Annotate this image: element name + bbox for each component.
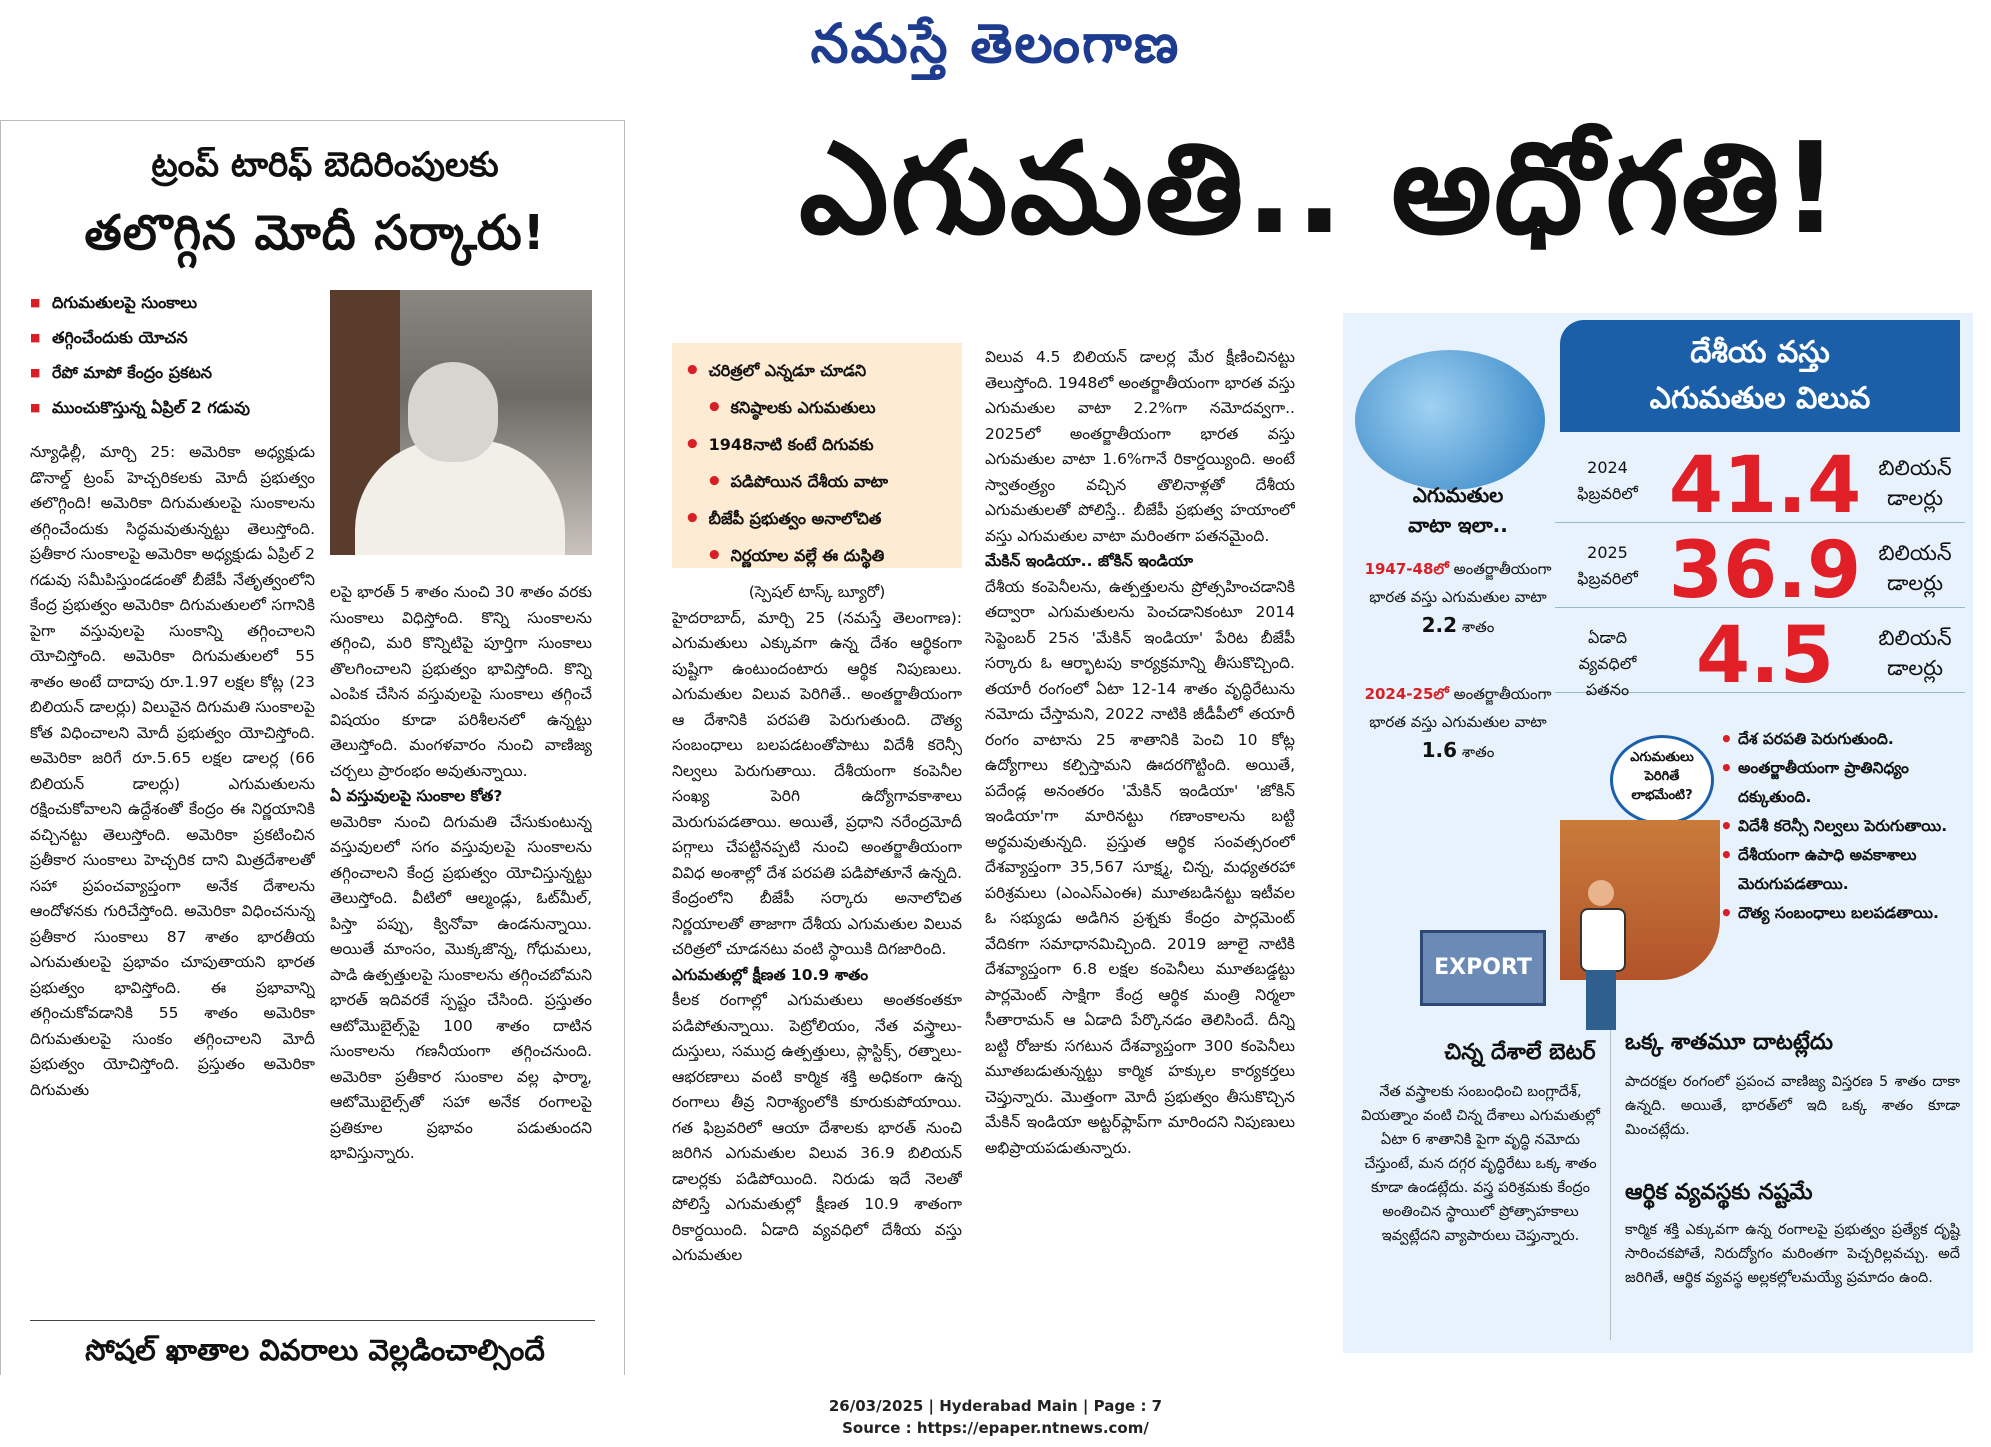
stat-value: 4.5 xyxy=(1695,611,1835,701)
highlight-item: • నిర్ణయాల వల్లే ఈ దుస్థితి xyxy=(684,536,952,573)
main-column-1 xyxy=(672,580,962,1360)
column-divider xyxy=(624,120,625,1375)
left-headline: తలొగ్గిన మోదీ సర్కారు! xyxy=(84,205,546,261)
subheading: ఎగుమతుల్లో క్షీణత 10.9 శాతం xyxy=(672,965,869,984)
footer-date-page: 26/03/2025 | Hyderabad Main | Page : 7 xyxy=(828,1397,1163,1415)
infographic-title: దేశీయ వస్తు ఎగుమతుల విలువ xyxy=(1560,320,1960,432)
page-footer xyxy=(0,1395,1991,1439)
top-rule xyxy=(0,120,624,121)
worker-illustration xyxy=(1580,880,1620,1030)
subheading: మేకిన్ ఇండియా.. జోకిన్ ఇండియా xyxy=(985,552,1193,570)
stat-value: 36.9 xyxy=(1668,526,1862,616)
highlight-item: • పడిపోయిన దేశీయ వాటా xyxy=(684,462,952,499)
highlight-item: • చరిత్రలో ఎన్నడూ చూడని xyxy=(684,351,952,388)
article-text: హైదరాబాద్, మార్చి 25 (నమస్తే తెలంగాణ): ఎగుమతులు ఎక్కువగా ఉన్న దేశం ఆర్థికంగా పుష్టిగా ఉంటుందంటారు ఆర్థిక నిపుణులు. ఎగుమతుల విలువ పెరిగితే.. అంతర్జాతీయంగా ఆ దేశానికి పరపతి పెరుగుతుంది. దౌత్య సంబంధాలు బలపడటంతోపాటు విదేశీ కరెన్సీ నిల్వలు పెరుగుతాయి. దేశీయంగా కంపెనీల సంఖ్య పెరిగి ఉద్యోగావకాశాలు మెరుగుపడతాయి. అయితే, ప్రధాని నరేంద్రమోదీ పగ్గాలు చేపట్టినప్పటి నుంచి అంతర్జాతీయంగా వివిధ అంశాల్లో దేశ పరపతి పడిపోతూనే ఉన్నది. కేంద్రంలోని బీజేపీ సర్కారు అనాలోచిత నిర్ణయాలతో తాజాగా దేశీయ ఎగుమతుల విలువ చరిత్రలో చూడనటు వంటి స్థాయికి దిగజారింది. xyxy=(672,608,962,958)
main-headline: ఎగుమతి.. అధోగతి! xyxy=(799,115,1841,262)
share-title: ఎగుమతుల వాటా ఇలా.. xyxy=(1408,483,1508,537)
benefit-item: • విదేశీ కరెన్సీ నిల్వలు పెరుగుతాయి. xyxy=(1720,812,1970,841)
article-text: విలువ 4.5 బిలియన్ డాలర్ల మేర క్షీణించినట్టు తెలుస్తోంది. 1948లో అంతర్జాతీయంగా భారత వస్తు ఎగుమతుల వాటా 2.2%గా నమోదవ్వగా.. 2025లో అంతర్జాతీయంగా భారత వస్తు ఎగుమతుల వాటా 1.6%గానే రికార్డయ్యింది. అంటే స్వాతంత్ర్యం వచ్చిన తొలినాళ్లతో దేశీయ ఎగుమతులతో పోలిస్తే.. బీజేపీ ప్రభుత్వ హయాంలో వస్తు ఎగుమతుల వాటా మరింతగా పతనమైంది. xyxy=(985,348,1295,545)
article-text: కీలక రంగాల్లో ఎగుమతులు అంతకంతకూ పడిపోతున్నాయి. పెట్రోలియం, నేత వస్త్రాలు-దుస్తులు, సముద్ర ఉత్పత్తులు, ప్లాస్టిక్స్, రత్నాలు-ఆభరణాలు వంటి కార్మిక శక్తి అధికంగా ఉన్న రంగాలు తీవ్ర నిరాశ్యంలోకి కూరుకుపోయాయి. గత ఫిబ్రవరిలో ఆయా దేశాలకు భారత్ నుంచి జరిగిన ఎగుమతుల విలువ 36.9 బిలియన్ డాలర్లకు పడిపోయింది. నిరుడు ఇదే నెలతో పోలిస్తే ఎగుమతుల్లో క్షీణత 10.9 శాతంగా రికార్డయింది. ఏడాది వ్యవధిలో దేశీయ వస్తు ఎగుమతుల xyxy=(672,991,962,1264)
share-stat-1947: 1947-48లో అంతర్జాతీయంగా భారత వస్తు ఎగుమతుల వాటా 2.2 శాతం xyxy=(1364,560,1552,637)
highlight-item: • బీజేపీ ప్రభుత్వం అనాలోచిత xyxy=(684,499,952,536)
main-column-2 xyxy=(985,345,1295,1360)
subheading: ఏ వస్తువులపై సుంకాల కోత? xyxy=(330,787,503,805)
highlight-item: • కనిష్ఠాలకు ఎగుమతులు xyxy=(684,388,952,425)
globe-illustration xyxy=(1355,350,1545,490)
sidebar-heading: ఆర్థిక వ్యవస్థకు నష్టమే xyxy=(1625,1180,1813,1205)
sidebar-heading: ఒక్క శాతమూ దాటట్లేదు xyxy=(1625,1030,1833,1055)
bullet-item: ■ దిగుమతులపై సుంకాలు xyxy=(30,285,325,320)
benefit-item: • దౌత్య సంబంధాలు బలపడతాయి. xyxy=(1720,899,1970,928)
article-text: లపై భారత్ 5 శాతం నుంచి 30 శాతం వరకు సుంకాలు విధిస్తోంది. కొన్ని సుంకాలను తగ్గించి, మరి కొన్నిటిపై పూర్తిగా సుంకాలు తొలగించాలని ప్రభుత్వం భావిస్తోంది. కొన్ని ఎంపిక చేసిన వస్తువులపై సుంకాలు తగ్గించే విషయం కూడా పరిశీలనలో ఉన్నట్టు తెలుస్తోంది. మంగళవారం నుంచి వాణిజ్య చర్చలు ప్రారంభం అవుతున్నాయి. xyxy=(330,583,592,780)
left-kicker: ట్రంప్ టారిఫ్ బెదిరింపులకు xyxy=(151,145,499,185)
highlight-item: • 1948నాటి కంటే దిగువకు xyxy=(684,425,952,462)
left-column-1 xyxy=(30,440,315,1310)
bullet-item: ■ ముంచుకొస్తున్న ఏప్రిల్ 2 గడువు xyxy=(30,390,325,425)
sidebar-text: నేత వస్త్రాలకు సంబంధించి బంగ్లాదేశ్, వియత్నాం వంటి చిన్న దేశాలు ఎగుమతుల్లో ఏటా 6 శాతానికి పైగా వృద్ధి నమోదు చేస్తుంటే, మన దగ్గర వృద్ధిరేటు ఒక్క శాతం కూడా ఉండట్లేదు. వస్త్ర పరిశ్రమకు కేంద్రం అంతించిన స్థాయిలో ప్రోత్సాహకాలు ఇవ్వట్లేదని వ్యాపారులు చెప్తున్నారు. xyxy=(1361,1084,1600,1244)
benefit-item: • దేశ పరపతి పెరుగుతుంది. xyxy=(1720,725,1970,754)
sidebar-text: పాదరక్షల రంగంలో ప్రపంచ వాణిజ్య విస్తరణ 5 శాతం దాకా ఉన్నది. అయితే, భారత్‌లో ఇది ఒక్క శాతం కూడా మించట్లేదు. xyxy=(1625,1074,1960,1138)
modi-photo xyxy=(330,290,592,555)
divider xyxy=(1610,1030,1611,1340)
benefit-item: • దేశీయంగా ఉపాధి అవకాశాలు మెరుగుపడతాయి. xyxy=(1720,841,1970,899)
export-crate: EXPORT xyxy=(1420,930,1546,1006)
left-bullets xyxy=(30,285,325,425)
sidebar-heading: చిన్న దేశాలే బెటర్ xyxy=(1444,1040,1596,1065)
left-border xyxy=(0,120,1,1375)
benefits-list xyxy=(1720,725,1970,928)
benefit-item: • అంతర్జాతీయంగా ప్రాతినిధ్యం దక్కుతుంది. xyxy=(1720,754,1970,812)
stat-value: 41.4 xyxy=(1668,441,1862,531)
bullet-item: ■ తగ్గించేందుకు యోచన xyxy=(30,320,325,355)
stat-row: ఏడాది వ్యవధిలో పతనం 4.5 బిలియన్ డాలర్లు xyxy=(1555,615,1965,693)
byline: (స్పెషల్ టాస్క్ బ్యూరో) xyxy=(748,583,886,601)
divider xyxy=(30,1320,595,1321)
share-stat-2024: 2024-25లో అంతర్జాతీయంగా భారత వస్తు ఎగుమతుల వాటా 1.6 శాతం xyxy=(1364,685,1552,762)
question-bubble: ఎగుమతులు పెరిగితే లాభమేంటి? xyxy=(1610,735,1714,825)
masthead-logo: నమస్తే తెలంగాణ xyxy=(810,12,1181,75)
highlights-box xyxy=(672,343,962,568)
sidebar-text: కార్మిక శక్తి ఎక్కువగా ఉన్న రంగాలపై ప్రభుత్వం ప్రత్యేక దృష్టి సారించకపోతే, నిరుద్యోగం మరింతగా పెచ్చరిల్లవచ్చు. అదే జరిగితే, ఆర్థిక వ్యవస్థ అల్లకల్లోలమయ్యే ప్రమాదం ఉంది. xyxy=(1625,1222,1960,1286)
stat-row: 2025 ఫిబ్రవరిలో 36.9 బిలియన్ డాలర్లు xyxy=(1555,530,1965,608)
stat-row: 2024 ఫిబ్రవరిలో 41.4 బిలియన్ డాలర్లు xyxy=(1555,445,1965,523)
left-column-2 xyxy=(330,580,592,1315)
bullet-item: ■ రేపో మాపో కేంద్రం ప్రకటన xyxy=(30,355,325,390)
article-text: న్యూఢిల్లీ, మార్చి 25: అమెరికా అధ్యక్షుడు డొనాల్డ్ ట్రంప్ హెచ్చరికలకు మోదీ ప్రభుత్వం తలొగ్గింది! అమెరికా దిగుమతులపై సుంకాలను తగ్గించేందుకు సిద్ధమవుతున్నట్టు తెలుస్తోంది. ప్రతీకార సుంకాలపై అమెరికా అధ్యక్షుడు ఏప్రిల్ 2 గడువు సమీపిస్తుండడంతో బీజేపీ నేతృత్వంలోని కేంద్ర ప్రభుత్వం అమెరికా దిగుమతులలో సగానికి పైగా వస్తువులపై సుంకాన్ని తగ్గించాలని యోచిస్తోంది. అమెరికా దిగుమతులలో 55 శాతం అంటే దాదాపు రూ.1.97 లక్షల కోట్ల (23 బిలియన్ డాలర్లు) విలువైన దిగుమతి సుంకాలపై కోత విధించాలని మోదీ ప్రభుత్వం యోచిస్తోంది. అమెరికా జరిగే రూ.5.65 లక్షల డాలర్ల (66 బిలియన్ డాలర్లు) ఎగుమతులను రక్షించుకోవాలని ఉద్దేశంతో కేంద్రం ఈ నిర్ణయానికి వచ్చినట్టు తెలుస్తోంది. అమెరికా ప్రకటించిన ప్రతీకార సుంకాలు హెచ్చరిక దాని మిత్రదేశాలతో సహా ప్రపంచవ్యాప్తంగా అనేక దేశాలను ఆందోళనకు గురిచేస్తోంది. అమెరికా విధించనున్న ప్రతీకార సుంకాలు 87 శాతం భారతీయ ఎగుమతులపై ప్రభావం చూపుతాయని భారత ప్రభుత్వం భావిస్తోంది. ఈ ప్రభావాన్ని తగ్గించుకోవడానికి 55 శాతం అమెరికా దిగుమతులపై సుంకం తగ్గించాలని మోదీ ప్రభుత్వం యోచిస్తోంది. ప్రస్తుతం అమెరికా దిగుమతు xyxy=(30,443,315,1099)
article-text: అమెరికా నుంచి దిగుమతి చేసుకుంటున్న వస్తువులలో సగం వస్తువులపై సుంకాలను తగ్గించాలని కేంద్ర ప్రభుత్వం యోచిస్తున్నట్టు తెలుస్తోంది. వీటిలో ఆల్మండ్లు, ఓట్‌మీల్, పిస్తా పప్పు, క్వినోవా ఉండనున్నాయి. అయితే మాంసం, మొక్కజొన్న, గోధుమలు, పాడి ఉత్పత్తులపై సుంకాలను తగ్గించబోమని భారత్ ఇదివరకే స్పష్టం చేసింది. ప్రస్తుతం ఆటోమొబైల్స్‌పై 100 శాతం దాటిన సుంకాలను గణనీయంగా తగ్గించనుంది. అమెరికా ప్రతీకార సుంకాల వల్ల ఫార్మా, ఆటోమొబైల్స్‌తో సహా అనేక రంగాలపై ప్రతికూల ప్రభావం పడుతుందని భావిస్తున్నారు. xyxy=(330,812,592,1162)
footer-source: Source : https://epaper.ntnews.com/ xyxy=(842,1419,1149,1437)
bottom-headline: సోషల్ ఖాతాల వివరాలు వెల్లడించాల్సిందే xyxy=(85,1333,545,1367)
article-text: దేశీయ కంపెనీలను, ఉత్పత్తులను ప్రోత్సహించడానికి తద్వారా ఎగుమతులను పెంచడానికంటూ 2014 సెప్టెంబర్ 25న 'మేకిన్ ఇండియా' పేరిట బీజేపీ సర్కారు ఓ ఆర్భాటపు కార్యక్రమాన్ని తీసుకొచ్చింది. తయారీ రంగంలో ఏటా 12-14 శాతం వృద్ధిరేటును నమోదు చేస్తామని, 2022 నాటికి జీడీపీలో తయారీ రంగం వాటాను 25 శాతానికి పెంచి 10 కోట్ల ఉద్యోగాలు కల్పిస్తామని ఊదరగొట్టింది. అయితే, పదేండ్ల అనంతరం 'మేకిన్ ఇండియా' 'జోకిన్ ఇండియా'గా మారినట్టు గణాంకాలను బట్టి అర్థమవుతున్నది. ప్రస్తుత ఆర్థిక సంవత్సరంలో దేశవ్యాప్తంగా 35,567 సూక్ష్మ, చిన్న, మధ్యతరహా పరిశ్రమలు (ఎంఎస్ఎంఈ) మూతబడినట్టు ఇటీవల ఓ సభ్యుడు అడిగిన ప్రశ్నకు కేంద్రం పార్లమెంట్ వేదికగా సమాధానమిచ్చింది. 2019 జూలై నాటికి దేశవ్యాప్తంగా 6.8 లక్షల కంపెనీలు మూతబడ్డట్టు పార్లమెంట్ సాక్షిగా కేంద్ర ఆర్థిక మంత్రి నిర్మలా సీతారామన్ ఆ ఏడాది పేర్కొనడం తెలిసిందే. దీన్ని బట్టి రోజుకు సగటున దేశవ్యాప్తంగా 300 కంపెనీలు మూతబడుతున్నట్టు కార్మిక హక్కుల కార్యకర్తలు చెప్తున్నారు. మొత్తంగా మోదీ ప్రభుత్వం తీసుకొచ్చిన మేకిన్ ఇండియా అట్టర్‌ఫ్లాప్‌గా మారిందని నిపుణులు అభిప్రాయపడుతున్నారు. xyxy=(985,577,1295,1157)
